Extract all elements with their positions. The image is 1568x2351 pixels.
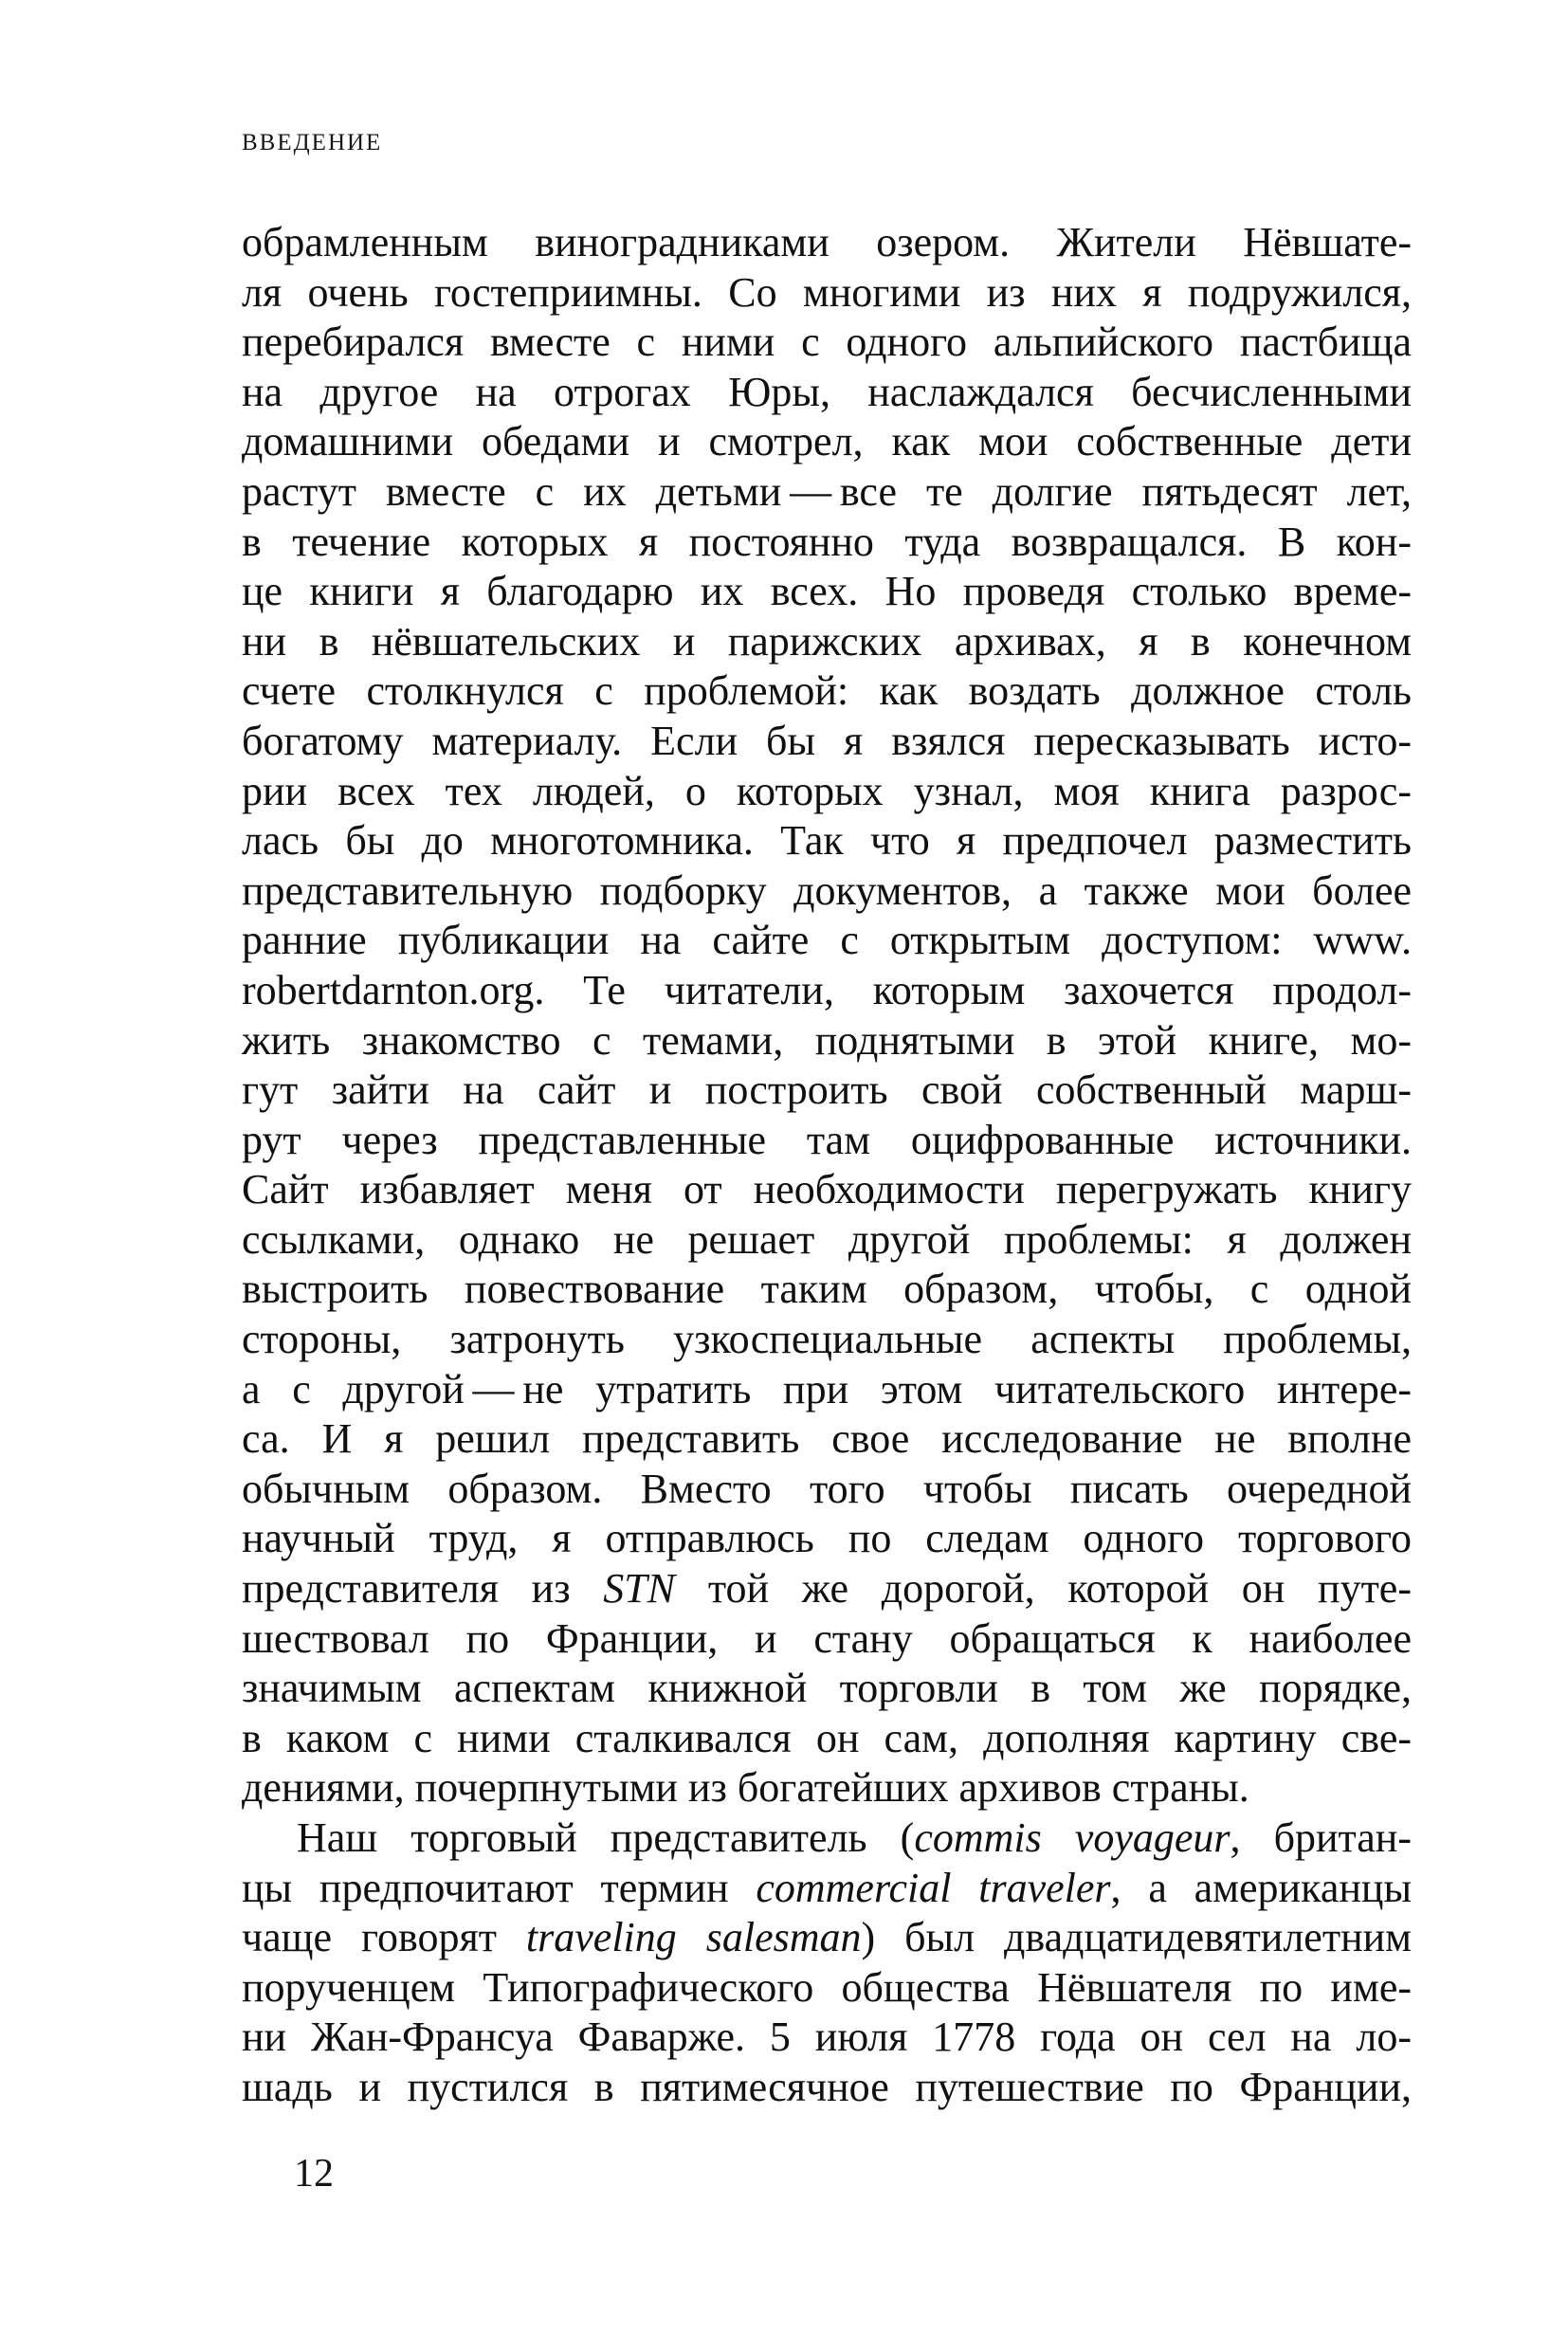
text-segment: дениями, почерпнутыми из богатейших архивов страны.: [242, 1764, 1249, 1812]
text-line: [242, 966, 1412, 1016]
text-segment: ля очень гостеприимны. Со многими из них я подружился,: [242, 268, 1412, 316]
text-segment: той же дорогой, которой он путе-: [675, 1565, 1412, 1613]
text-line: [242, 717, 1412, 767]
text-segment: растут вместе с их детьми — все те долгие пятьдесят лет,: [242, 467, 1412, 515]
text-line: [242, 1714, 1412, 1764]
text-segment: , а американцы: [1110, 1864, 1412, 1911]
text-segment: обрамленным виноградниками озером. Жители Нёвшате-: [242, 219, 1412, 265]
text-segment: гут зайти на сайт и построить свой собственный марш-: [242, 1066, 1412, 1114]
text-segment: ранние публикации на сайте с открытым доступом: www.: [242, 917, 1412, 964]
text-segment: счете столкнулся с проблемой: как воздать должное столь: [242, 667, 1412, 715]
text-segment: чаще говорят: [242, 1914, 526, 1961]
text-segment: шадь и пустился в пятимесячное путешествие по Франции,: [242, 2063, 1412, 2110]
text-line: [242, 1514, 1412, 1564]
text-line: [242, 1614, 1412, 1665]
text-line: [242, 1963, 1412, 2014]
text-segment: выстроить повествование таким образом, чтобы, с одной: [242, 1266, 1412, 1313]
text-segment: ) был двадцатидевятилетним: [861, 1914, 1412, 1961]
text-segment: научный труд, я отправлюсь по следам одного торгового: [242, 1515, 1412, 1562]
text-segment: представительную подборку документов, а также мои более: [242, 866, 1412, 914]
text-line: [242, 417, 1412, 467]
text-line: [242, 1465, 1412, 1515]
text-line: [242, 467, 1412, 518]
text-line: [242, 1365, 1412, 1415]
text-segment: Сайт избавляет меня от необходимости перегружать книгу: [242, 1166, 1412, 1213]
running-header: ВВЕДЕНИЕ: [242, 130, 383, 155]
text-segment: а с другой — не утратить при этом читательского интере-: [242, 1365, 1412, 1412]
text-line: [242, 318, 1412, 368]
text-segment: це книги я благодарю их всех. Но проведя столько време-: [242, 568, 1412, 615]
text-segment: на другое на отрогах Юры, наслаждался бесчисленными: [242, 368, 1412, 415]
text-segment: домашними обедами и смотрел, как мои собственные дети: [242, 418, 1412, 465]
text-line: [242, 1664, 1412, 1714]
text-line: [242, 1016, 1412, 1066]
text-segment: представителя из: [242, 1565, 604, 1613]
italic-text-segment: STN: [603, 1565, 676, 1613]
text-line: [242, 1913, 1412, 1963]
text-line: [242, 368, 1412, 418]
text-line: [242, 1116, 1412, 1166]
text-line: [242, 1564, 1412, 1614]
text-line: [242, 1763, 1412, 1813]
text-segment: жить знакомство с темами, поднятыми в этой книге, мо-: [242, 1016, 1412, 1064]
text-line: [242, 2063, 1412, 2113]
text-line: [242, 617, 1412, 667]
text-line: [242, 1864, 1412, 1914]
body-text: [242, 218, 1412, 2113]
text-segment: Наш торговый представитель (: [297, 1814, 915, 1861]
text-line: [242, 1414, 1412, 1465]
text-segment: ни в нёвшательских и парижских архивах, я в конечном: [242, 617, 1412, 665]
text-line: [242, 1066, 1412, 1116]
text-segment: лась бы до многотомника. Так что я предпочел разместить: [242, 817, 1412, 865]
text-line: [242, 866, 1412, 917]
page-number: 12: [294, 2152, 334, 2196]
text-segment: , британ-: [1230, 1814, 1412, 1861]
text-line: [242, 567, 1412, 617]
text-segment: са. И я решил представить свое исследование не вполне: [242, 1415, 1412, 1463]
text-segment: рии всех тех людей, о которых узнал, моя книга разрос-: [242, 767, 1412, 814]
text-line: [242, 218, 1412, 268]
text-segment: стороны, затронуть узкоспециальные аспекты проблемы,: [242, 1316, 1412, 1363]
text-line: [242, 1265, 1412, 1315]
text-segment: перебирался вместе с ними с одного альпийского пастбища: [242, 319, 1412, 366]
text-line: [242, 2013, 1412, 2063]
text-line: [242, 666, 1412, 717]
italic-text-segment: traveling salesman: [525, 1914, 862, 1961]
italic-text-segment: commis voyageur: [914, 1814, 1231, 1861]
text-segment: цы предпочитают термин: [242, 1864, 757, 1911]
text-line: [242, 1315, 1412, 1365]
text-segment: ни Жан-Франсуа Фаварже. 5 июля 1778 года он сел на ло-: [242, 2014, 1412, 2061]
italic-text-segment: commercial traveler: [756, 1864, 1111, 1911]
text-segment: порученцем Типографического общества Нёвшателя по име-: [242, 1963, 1412, 2011]
text-segment: robertdarnton.org. Те читатели, которым захочется продол-: [242, 966, 1412, 1013]
text-line: [242, 1215, 1412, 1266]
text-segment: обычным образом. Вместо того чтобы писать очередной: [242, 1465, 1412, 1512]
text-segment: ссылками, однако не решает другой проблемы: я должен: [242, 1215, 1412, 1263]
text-line: [242, 518, 1412, 568]
text-line: [242, 816, 1412, 866]
text-segment: в каком с ними сталкивался он сам, дополняя картину све-: [242, 1714, 1412, 1761]
text-line: [242, 767, 1412, 817]
text-segment: богатому материалу. Если бы я взялся пересказывать исто-: [242, 717, 1412, 764]
text-segment: значимым аспектам книжной торговли в том же порядке,: [242, 1665, 1412, 1712]
text-line: [242, 1813, 1412, 1864]
text-segment: рут через представленные там оцифрованные источники.: [242, 1116, 1412, 1163]
text-line: [242, 916, 1412, 966]
text-line: [242, 268, 1412, 319]
text-segment: в течение которых я постоянно туда возвращался. В кон-: [242, 518, 1412, 565]
text-segment: шествовал по Франции, и стану обращаться к наиболее: [242, 1614, 1412, 1662]
text-line: [242, 1165, 1412, 1215]
